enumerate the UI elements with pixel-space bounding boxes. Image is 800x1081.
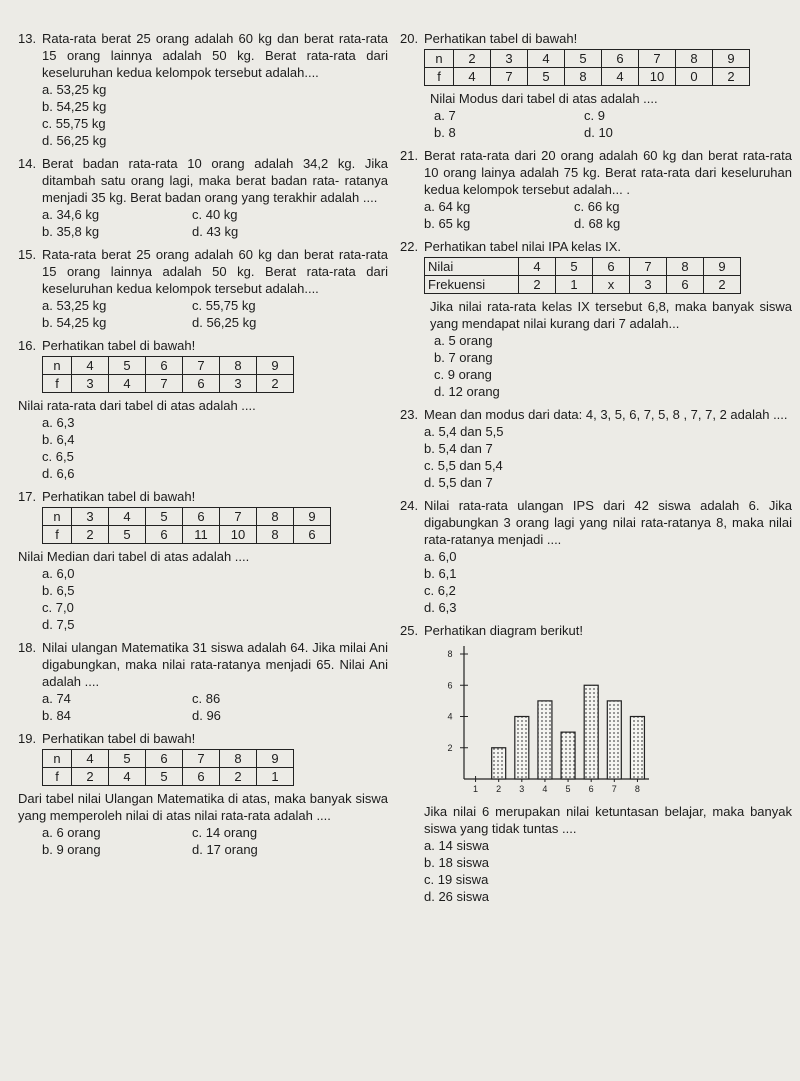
option-c[interactable]: c. 86 [192, 691, 221, 706]
option-a[interactable]: a. 7 [434, 108, 456, 123]
option-c[interactable]: c. 40 kg [192, 207, 238, 222]
question-text: Berat rata-rata dari 20 orang adalah 60 kg dan berat rata-rata 10 orang lainya adalah 75 kg. Berat rata-rata dari keseluruhan kedua kelompok tersebut adalah... . [424, 148, 792, 197]
right-column [400, 30, 792, 911]
table-cell: 4 [454, 68, 491, 86]
option-d[interactable]: d. 26 siswa [424, 889, 490, 904]
table-cell: 5 [556, 258, 593, 276]
question-18 [18, 639, 388, 724]
option-d[interactable]: d. 6,3 [424, 600, 457, 615]
table-cell: 2 [454, 50, 491, 68]
table-cell: 9 [704, 258, 741, 276]
table-cell: 4 [72, 357, 109, 375]
x-tick-label: 1 [473, 784, 479, 794]
x-tick-label: 3 [519, 784, 525, 794]
table-cell: 8 [220, 357, 257, 375]
table-cell: 2 [72, 768, 109, 786]
question-number: 20. [400, 31, 419, 46]
option-b[interactable]: b. 18 siswa [424, 855, 490, 870]
table-cell: 3 [220, 375, 257, 393]
question-number: 21. [400, 148, 419, 163]
table-cell: x [593, 276, 630, 294]
question-text: Perhatikan tabel nilai IPA kelas IX. [424, 239, 622, 254]
question-prompt: Dari tabel nilai Ulangan Matematika di atas, maka banyak siswa yang memperoleh nilai di atas nilai rata-rata adalah .... [18, 791, 388, 823]
y-tick-label: 6 [447, 680, 453, 691]
question-text: Perhatikan tabel di bawah! [424, 31, 578, 46]
table-cell: 8 [257, 526, 294, 544]
option-a[interactable]: a. 6,0 [424, 549, 457, 564]
table-cell: 6 [602, 50, 639, 68]
table-cell: 6 [593, 258, 630, 276]
question-20 [400, 30, 792, 141]
table-cell: 2 [519, 276, 556, 294]
data-table [424, 257, 741, 294]
table-cell: 9 [713, 50, 750, 68]
option-b[interactable]: b. 6,1 [424, 566, 457, 581]
table-cell: 2 [72, 526, 109, 544]
option-d[interactable]: d. 68 kg [574, 216, 621, 231]
table-cell: 7 [183, 357, 220, 375]
table-header: n [43, 508, 72, 526]
table-cell: 4 [109, 375, 146, 393]
table-header: f [425, 68, 454, 86]
table-cell: 2 [713, 68, 750, 86]
question-prompt: Jika nilai 6 merupakan nilai ketuntasan belajar, maka banyak siswa yang tidak tuntas .... [424, 804, 792, 836]
option-a[interactable]: a. 6,0 [42, 566, 75, 581]
table-header: n [43, 750, 72, 768]
option-c[interactable]: c. 14 orang [192, 825, 258, 840]
option-b[interactable]: b. 8 [434, 125, 456, 140]
bar [538, 701, 552, 779]
table-header: f [43, 768, 72, 786]
option-a[interactable]: a. 6 orang [42, 825, 101, 840]
question-13 [18, 30, 388, 149]
table-header: Nilai [425, 258, 519, 276]
table-cell: 4 [109, 768, 146, 786]
option-c[interactable]: c. 66 kg [574, 199, 620, 214]
option-c[interactable]: c. 9 [584, 108, 605, 123]
table-cell: 7 [220, 508, 257, 526]
table-header: f [43, 526, 72, 544]
question-text: Perhatikan tabel di bawah! [42, 731, 196, 746]
question-17 [18, 488, 388, 633]
option-d[interactable]: d. 6,6 [42, 466, 75, 481]
option-c[interactable]: c. 55,75 kg [42, 116, 106, 131]
table-cell: 1 [556, 276, 593, 294]
option-c[interactable]: c. 6,5 [42, 449, 74, 464]
question-number: 14. [18, 156, 37, 171]
question-number: 25. [400, 623, 419, 638]
option-b[interactable]: b. 54,25 kg [42, 315, 107, 330]
table-cell: 5 [109, 357, 146, 375]
table-cell: 8 [257, 508, 294, 526]
table-cell: 3 [491, 50, 528, 68]
bar [607, 701, 621, 779]
question-14 [18, 155, 388, 240]
table-cell: 4 [519, 258, 556, 276]
table-cell: 6 [667, 276, 704, 294]
table-cell: 5 [109, 526, 146, 544]
table-cell: 9 [294, 508, 331, 526]
table-cell: 4 [109, 508, 146, 526]
table-cell: 1 [257, 768, 294, 786]
question-text: Perhatikan tabel di bawah! [42, 489, 196, 504]
option-d[interactable]: d. 10 [584, 125, 613, 140]
option-c[interactable]: c. 6,2 [424, 583, 456, 598]
table-cell: 11 [183, 526, 220, 544]
question-15 [18, 246, 388, 331]
question-number: 17. [18, 489, 37, 504]
table-cell: 8 [667, 258, 704, 276]
option-a[interactable]: a. 53,25 kg [42, 82, 107, 97]
table-cell: 7 [491, 68, 528, 86]
bar [515, 717, 529, 780]
question-22 [400, 238, 792, 400]
question-number: 22. [400, 239, 419, 254]
option-b[interactable]: b. 5,4 dan 7 [424, 441, 493, 456]
table-cell: 5 [528, 68, 565, 86]
question-text: Nilai rata-rata ulangan IPS dari 42 siswa adalah 6. Jika digabungkan 3 orang lagi yang nilai rata-ratanya 8, maka nilai rata-ratanya menjadi .... [424, 498, 792, 547]
bar-chart [424, 639, 792, 803]
option-d[interactable]: d. 96 [192, 708, 221, 723]
y-tick-label: 4 [447, 711, 453, 722]
question-text: Rata-rata berat 25 orang adalah 60 kg dan berat rata-rata 15 orang lainnya adalah 50 kg. Berat rata-rata dari keseluruhan kedua kelompok tersebut adalah.... [42, 247, 388, 296]
option-a[interactable]: a. 5,4 dan 5,5 [424, 424, 504, 439]
option-c[interactable]: c. 55,75 kg [192, 298, 256, 313]
data-table [42, 507, 331, 544]
data-table [42, 749, 294, 786]
table-header: n [425, 50, 454, 68]
table-cell: 2 [704, 276, 741, 294]
x-tick-label: 8 [634, 784, 640, 794]
table-cell: 3 [72, 508, 109, 526]
option-a[interactable]: a. 34,6 kg [42, 207, 100, 222]
option-d[interactable]: d. 12 orang [434, 384, 500, 399]
question-16 [18, 337, 388, 482]
question-number: 24. [400, 498, 419, 513]
question-25 [400, 622, 792, 905]
question-text: Rata-rata berat 25 orang adalah 60 kg dan berat rata-rata 15 orang lainnya adalah 50 kg. Berat rata-rata dari keseluruhan kedua kelompok tersebut adalah.... [42, 31, 388, 80]
table-cell: 3 [72, 375, 109, 393]
table-cell: 5 [109, 750, 146, 768]
question-text: Perhatikan diagram berikut! [424, 623, 583, 638]
x-tick-label: 6 [588, 784, 594, 794]
table-cell: 8 [220, 750, 257, 768]
table-cell: 6 [183, 375, 220, 393]
option-c[interactable]: c. 7,0 [42, 600, 74, 615]
option-b[interactable]: b. 65 kg [424, 216, 471, 231]
table-cell: 8 [676, 50, 713, 68]
option-a[interactable]: a. 53,25 kg [42, 298, 107, 313]
x-tick-label: 5 [565, 784, 571, 794]
option-a[interactable]: a. 5 orang [434, 333, 493, 348]
option-b[interactable]: b. 84 [42, 708, 71, 723]
table-header: n [43, 357, 72, 375]
bar [492, 748, 506, 779]
table-cell: 6 [146, 526, 183, 544]
option-a[interactable]: a. 6,3 [42, 415, 75, 430]
bar-chart-svg [424, 639, 664, 799]
option-a[interactable]: a. 64 kg [424, 199, 471, 214]
table-cell: 5 [565, 50, 602, 68]
option-d[interactable]: d. 5,5 dan 7 [424, 475, 493, 490]
table-cell: 3 [630, 276, 667, 294]
question-prompt: Jika nilai rata-rata kelas IX tersebut 6,8, maka banyak siswa yang mendapat nilai kurang dari 7 adalah... [430, 299, 792, 331]
question-number: 18. [18, 640, 37, 655]
bar [584, 685, 598, 779]
x-tick-label: 2 [496, 784, 502, 794]
table-cell: 8 [565, 68, 602, 86]
option-d[interactable]: d. 43 kg [192, 224, 239, 239]
option-b[interactable]: b. 35,8 kg [42, 224, 100, 239]
table-cell: 6 [294, 526, 331, 544]
option-b[interactable]: b. 7 orang [434, 350, 493, 365]
y-tick-label: 2 [447, 742, 453, 753]
question-text: Berat badan rata-rata 10 orang adalah 34,2 kg. Jika ditambah satu orang lagi, maka berat badan rata- ratanya menjadi 35 kg. Berat badan orang yang terakhir adalah .... [42, 156, 388, 205]
question-prompt: Nilai rata-rata dari tabel di atas adalah .... [18, 398, 256, 413]
question-19 [18, 730, 388, 858]
table-cell: 2 [257, 375, 294, 393]
option-c[interactable]: c. 9 orang [434, 367, 492, 382]
data-table [42, 356, 294, 393]
x-tick-label: 4 [542, 784, 548, 794]
question-23 [400, 406, 792, 491]
question-number: 15. [18, 247, 37, 262]
option-d[interactable]: d. 56,25 kg [42, 133, 107, 148]
question-number: 19. [18, 731, 37, 746]
option-b[interactable]: b. 9 orang [42, 842, 101, 857]
x-tick-label: 7 [611, 784, 617, 794]
option-c[interactable]: c. 19 siswa [424, 872, 489, 887]
question-21 [400, 147, 792, 232]
table-cell: 6 [183, 508, 220, 526]
table-cell: 0 [676, 68, 713, 86]
question-text: Nilai ulangan Matematika 31 siswa adalah 64. Jika milai Ani digabungkan, maka nilai rata-ratanya menjadi 65. Nilai Ani adalah .... [42, 640, 388, 689]
table-cell: 6 [146, 357, 183, 375]
table-cell: 6 [183, 768, 220, 786]
left-column [18, 30, 388, 864]
table-cell: 10 [639, 68, 676, 86]
y-tick-label: 8 [447, 649, 453, 659]
table-cell: 9 [257, 357, 294, 375]
option-d[interactable]: d. 56,25 kg [192, 315, 257, 330]
question-number: 23. [400, 407, 419, 422]
question-prompt: Nilai Median dari tabel di atas adalah .... [18, 549, 250, 564]
table-cell: 5 [146, 508, 183, 526]
question-text: Perhatikan tabel di bawah! [42, 338, 196, 353]
table-header: f [43, 375, 72, 393]
option-d[interactable]: d. 7,5 [42, 617, 75, 632]
option-b[interactable]: b. 6,4 [42, 432, 75, 447]
table-cell: 5 [146, 768, 183, 786]
option-b[interactable]: b. 6,5 [42, 583, 75, 598]
option-c[interactable]: c. 5,5 dan 5,4 [424, 458, 503, 473]
question-number: 16. [18, 338, 37, 353]
question-24 [400, 497, 792, 616]
question-text: Mean dan modus dari data: 4, 3, 5, 6, 7, 5, 8 , 7, 7, 2 adalah .... [424, 407, 788, 422]
table-cell: 6 [146, 750, 183, 768]
table-header: Frekuensi [425, 276, 519, 294]
table-cell: 4 [528, 50, 565, 68]
question-number: 13. [18, 31, 37, 46]
table-cell: 7 [630, 258, 667, 276]
table-cell: 9 [257, 750, 294, 768]
option-a[interactable]: a. 14 siswa [424, 838, 490, 853]
table-cell: 7 [639, 50, 676, 68]
table-cell: 7 [146, 375, 183, 393]
table-cell: 10 [220, 526, 257, 544]
data-table [424, 49, 750, 86]
table-cell: 4 [72, 750, 109, 768]
table-cell: 4 [602, 68, 639, 86]
bar [561, 732, 575, 779]
option-a[interactable]: a. 74 [42, 691, 71, 706]
option-b[interactable]: b. 54,25 kg [42, 99, 107, 114]
bar [630, 717, 644, 780]
option-d[interactable]: d. 17 orang [192, 842, 258, 857]
table-cell: 2 [220, 768, 257, 786]
question-prompt: Nilai Modus dari tabel di atas adalah .... [430, 91, 658, 106]
table-cell: 7 [183, 750, 220, 768]
